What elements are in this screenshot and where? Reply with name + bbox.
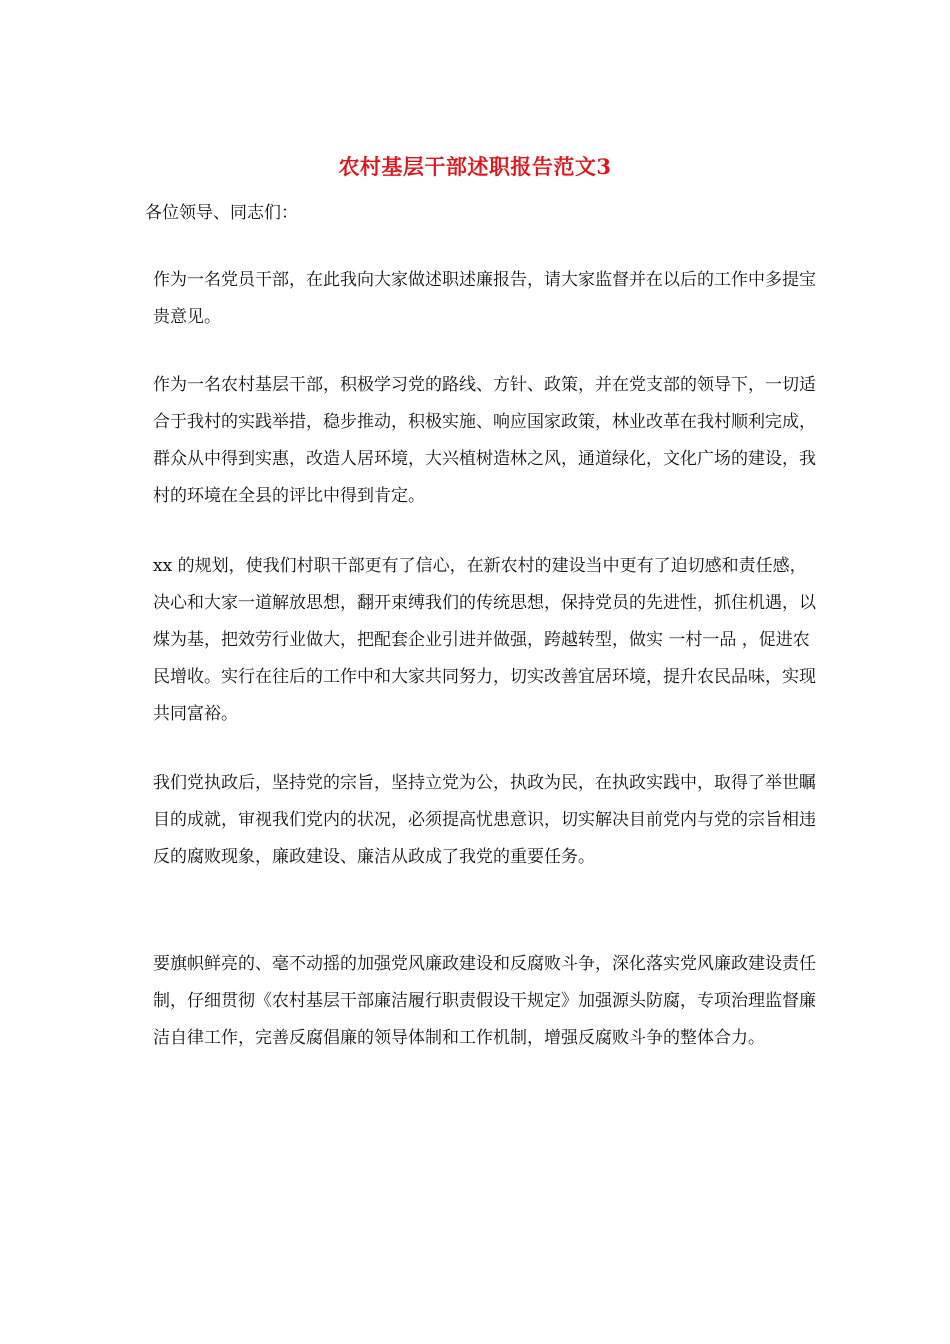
paragraph-5: 要旗帜鲜亮的、毫不动摇的加强党风廉政建设和反腐败斗争，深化落实党风廉政建设责任制，仔细贯彻《农村基层干部廉洁履行职责假设干规定》加强源头防腐，专项治理监督廉洁自律工作，完善反腐倡廉的领导体制和工作机制，增强反腐败斗争的整体合力。	[153, 954, 816, 1048]
paragraph-1: 作为一名党员干部，在此我向大家做述职述廉报告，请大家监督并在以后的工作中多提宝贵意见。	[153, 270, 816, 327]
salutation: 各位领导、同志们：	[145, 203, 298, 223]
paragraph-4: 我们党执政后，坚持党的宗旨，坚持立党为公，执政为民，在执政实践中，取得了举世瞩目的成就，审视我们党内的状况，必须提高忧患意识，切实解决目前党内与党的宗旨相违反的腐败现象，廉政建设、廉洁从政成了我党的重要任务。	[153, 773, 816, 867]
paragraph-3: xx 的规划，使我们村职干部更有了信心，在新农村的建设当中更有了迫切感和责任感，决心和大家一道解放思想，翻开束缚我们的传统思想，保持党员的先进性，抓住机遇，以煤为基，把效劳行业做大，把配套企业引进并做强，跨越转型，做实 一村一品 ，促进农民增收。实行在往后的工作中和大家共同努力，切实改善宜居环境，提升农民品味，实现共同富裕。	[153, 556, 816, 724]
paragraph-2: 作为一名农村基层干部，积极学习党的路线、方针、政策，并在党支部的领导下，一切适合于我村的实践举措，稳步推动，积极实施、响应国家政策，林业改革在我村顺利完成，群众从中得到实惠，改造人居环境，大兴植树造林之风，通道绿化，文化广场的建设，我村的环境在全县的评比中得到肯定。	[153, 375, 816, 506]
document-title: 农村基层干部述职报告范文3	[338, 154, 612, 179]
